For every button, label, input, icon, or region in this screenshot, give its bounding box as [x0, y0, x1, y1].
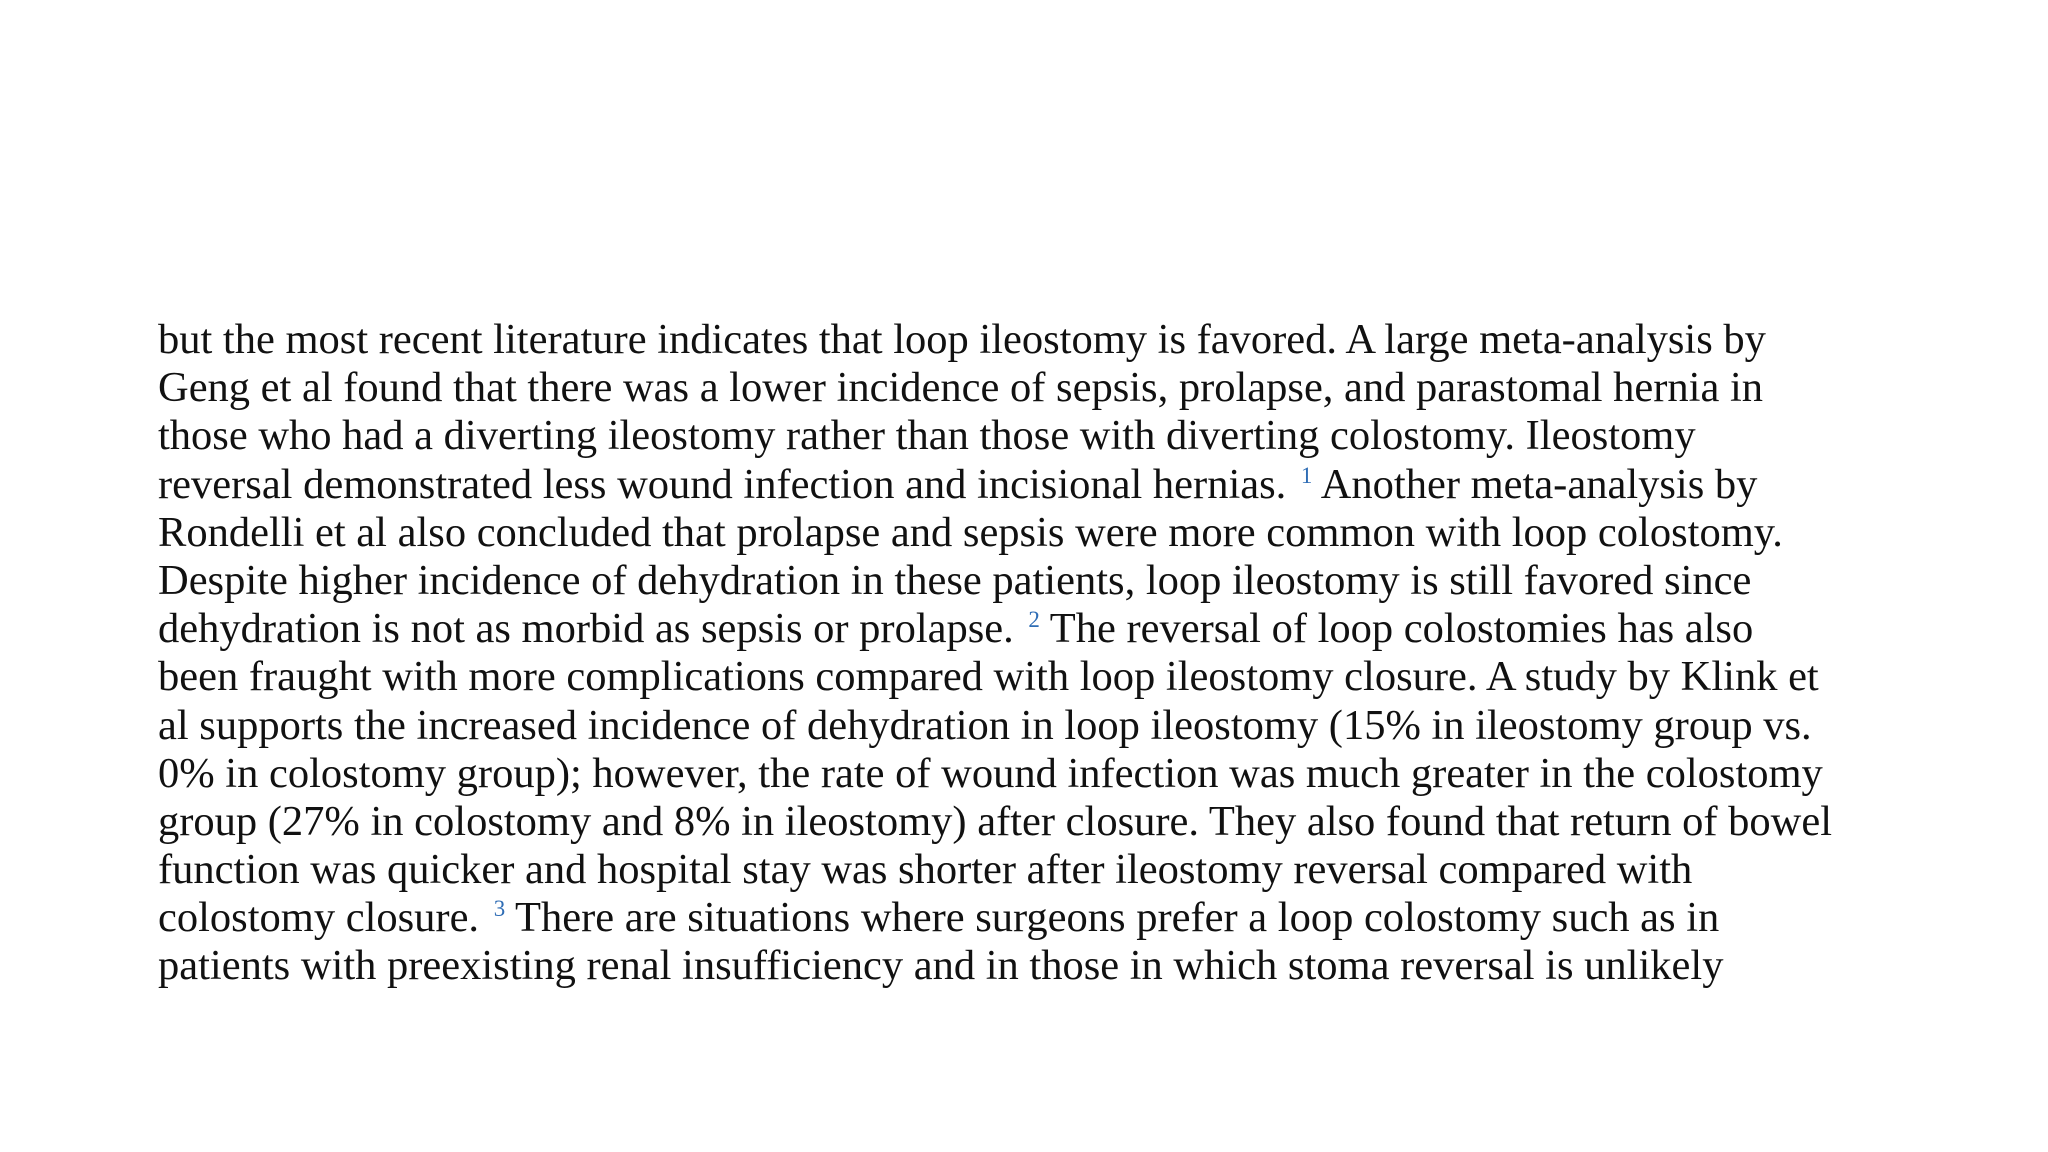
reference-link-2[interactable]: 2 — [1028, 607, 1040, 633]
text-line: been fraught with more complications compared with loop ileostomy closure. A study by Klink et — [158, 653, 1819, 701]
text-segment: reversal demonstrated less wound infection and incisional hernias. — [158, 460, 1287, 508]
text-line: group (27% in colostomy and 8% in ileostomy) after closure. They also found that return of bowel — [158, 797, 1833, 845]
text-segment: There are situations where surgeons prefer a loop colostomy such as in — [515, 894, 1720, 942]
text-line: patients with preexisting renal insufficiency and in those in which stoma reversal is unlikely — [158, 942, 1724, 990]
reference-link-1[interactable]: 1 — [1300, 462, 1313, 488]
text-segment: Another meta-analysis by — [1320, 460, 1758, 508]
text-line: al supports the increased incidence of dehydration in loop ileostomy (15% in ileostomy group vs. — [158, 701, 1812, 749]
text-segment: colostomy closure. — [158, 894, 480, 942]
text-line: those who had a diverting ileostomy rather than those with diverting colostomy. Ileostomy — [158, 412, 1696, 460]
text-line: Geng et al found that there was a lower incidence of sepsis, prolapse, and parastomal hernia in — [158, 364, 1763, 412]
text-line: function was quicker and hospital stay was shorter after ileostomy reversal compared with — [158, 846, 1693, 894]
text-segment: The reversal of loop colostomies has also — [1049, 605, 1754, 653]
text-line: but the most recent literature indicates that loop ileostomy is favored. A large meta-analysis by — [158, 316, 1766, 363]
text-line — [158, 605, 2018, 653]
text-line — [158, 461, 2018, 509]
text-line: Rondelli et al also concluded that prolapse and sepsis were more common with loop colostomy. — [158, 508, 1783, 556]
text-line: 0% in colostomy group); however, the rate of wound infection was much greater in the colostomy — [158, 749, 1823, 797]
reference-link-3[interactable]: 3 — [493, 896, 506, 922]
text-segment: dehydration is not as morbid as sepsis or prolapse. — [158, 605, 1014, 653]
text-line — [158, 894, 2018, 942]
body-paragraph — [158, 316, 2018, 991]
text-line: Despite higher incidence of dehydration in these patients, loop ileostomy is still favored since — [158, 556, 1752, 604]
